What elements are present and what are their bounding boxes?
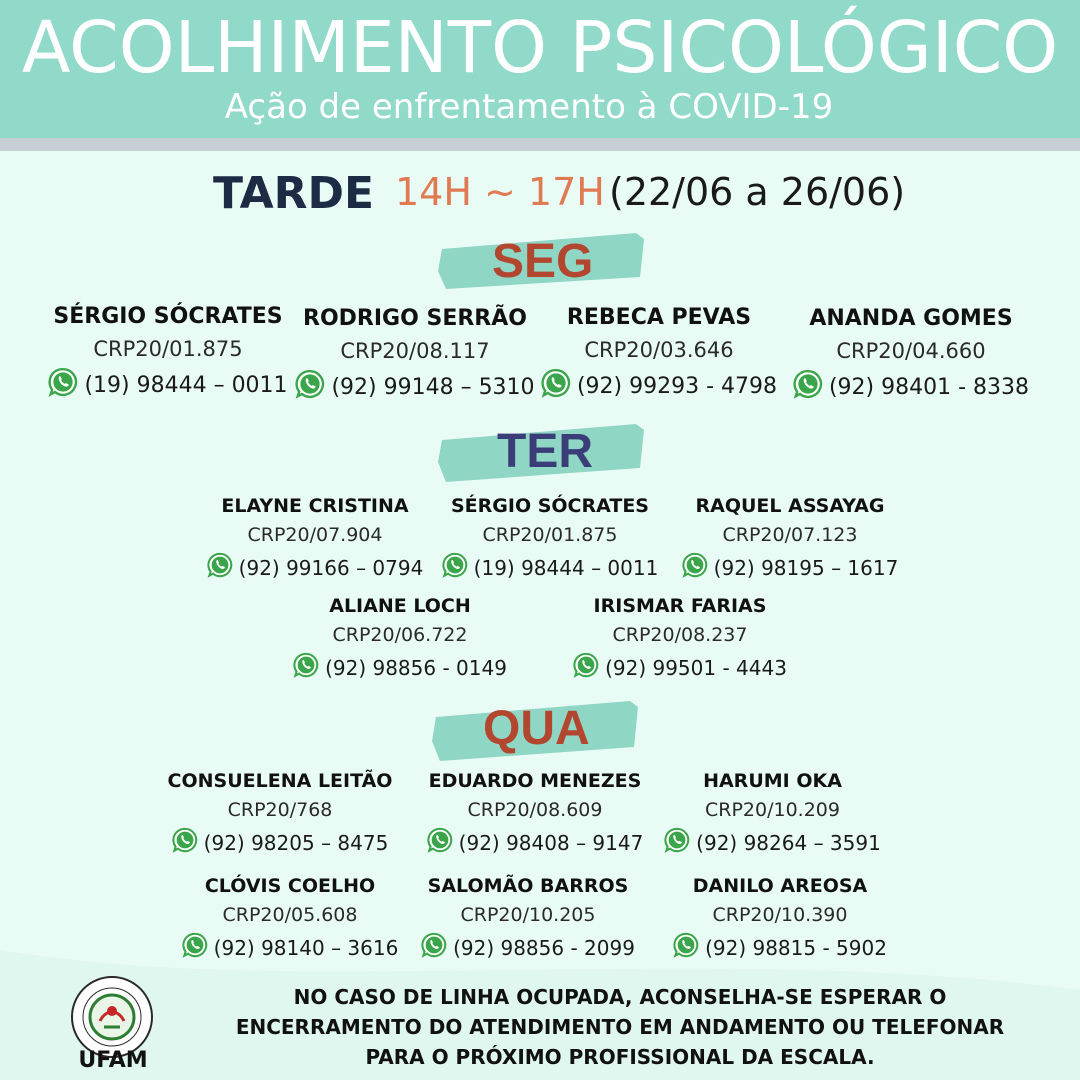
phone-link[interactable] [150, 827, 410, 858]
psychologist-name: CLÓVIS COELHO [204, 875, 376, 897]
psychologist-card [165, 875, 415, 963]
psychologist-crp: CRP20/08.117 [340, 339, 490, 363]
psychologist-crp: CRP20/10.205 [460, 904, 596, 926]
phone-link[interactable] [280, 369, 550, 405]
phone-number: (92) 98408 – 9147 [458, 830, 644, 855]
psychologist-name: SÉRGIO SÓCRATES [53, 304, 283, 329]
psychologist-card [555, 595, 805, 683]
phone-link[interactable] [28, 367, 308, 403]
psychologist-card [655, 875, 905, 963]
psychologist-card [524, 305, 794, 404]
period-hours: 14H ~ 17H [395, 170, 605, 214]
phone-link[interactable] [665, 552, 915, 583]
whatsapp-icon [207, 552, 233, 583]
psychologist-name: HARUMI OKA [703, 770, 842, 792]
psychologist-card [403, 875, 653, 963]
day-qua-label: QUA [483, 702, 590, 755]
psychologist-name: ELAYNE CRISTINA [221, 495, 409, 517]
whatsapp-icon [182, 932, 208, 963]
phone-number: (92) 99148 – 5310 [331, 374, 535, 400]
period-dates: (22/06 a 26/06) [609, 170, 906, 214]
phone-number: (92) 98140 – 3616 [213, 935, 399, 960]
psychologist-card [425, 495, 675, 583]
psychologist-card [776, 306, 1046, 405]
whatsapp-icon [541, 368, 571, 404]
busy-line-notice [190, 982, 1050, 1072]
psychologist-name: ANANDA GOMES [809, 306, 1013, 331]
whatsapp-icon [793, 369, 823, 405]
day-seg-label: SEG [492, 235, 594, 288]
whatsapp-icon [421, 932, 447, 963]
psychologist-crp: CRP20/08.609 [467, 799, 603, 821]
phone-number: (92) 98195 – 1617 [713, 555, 899, 580]
ufam-logo-text: UFAM [78, 1048, 148, 1073]
whatsapp-icon [682, 552, 708, 583]
whatsapp-icon [427, 827, 453, 858]
psychologist-crp: CRP20/08.237 [612, 624, 748, 646]
phone-number: (92) 98856 - 0149 [325, 655, 507, 680]
phone-link[interactable] [655, 932, 905, 963]
notice-line: ENCERRAMENTO DO ATENDIMENTO EM ANDAMENTO OU TELEFONAR [235, 1015, 1005, 1039]
ufam-logo [70, 975, 154, 1059]
psychologist-name: EDUARDO MENEZES [428, 770, 642, 792]
phone-link[interactable] [645, 827, 900, 858]
phone-link[interactable] [195, 552, 435, 583]
phone-number: (92) 98856 - 2099 [453, 935, 635, 960]
phone-link[interactable] [275, 652, 525, 683]
phone-number: (92) 99501 - 4443 [605, 655, 787, 680]
psychologist-card [150, 770, 410, 858]
phone-link[interactable] [776, 369, 1046, 405]
whatsapp-icon [442, 552, 468, 583]
whatsapp-icon [172, 827, 198, 858]
psychologist-crp: CRP20/10.390 [712, 904, 848, 926]
whatsapp-icon [573, 652, 599, 683]
psychologist-name: REBECA PEVAS [566, 305, 752, 330]
phone-number: (19) 98444 – 0011 [473, 555, 659, 580]
phone-number: (92) 98401 - 8338 [828, 374, 1030, 400]
phone-link[interactable] [165, 932, 415, 963]
phone-link[interactable] [555, 652, 805, 683]
phone-link[interactable] [405, 827, 665, 858]
whatsapp-icon [293, 652, 319, 683]
psychologist-card [645, 770, 900, 858]
psychologist-card [280, 306, 550, 405]
phone-link[interactable] [524, 368, 794, 404]
psychologist-crp: CRP20/04.660 [836, 339, 986, 363]
psychologist-crp: CRP20/01.875 [93, 337, 243, 361]
page-subtitle: Ação de enfrentamento à COVID-19 [224, 87, 834, 127]
phone-number: (19) 98444 – 0011 [84, 372, 288, 398]
psychologist-name: IRISMAR FARIAS [593, 595, 767, 617]
whatsapp-icon [664, 827, 690, 858]
notice-line: NO CASO DE LINHA OCUPADA, ACONSELHA-SE ESPERAR O [293, 985, 947, 1009]
psychologist-name: CONSUELENA LEITÃO [167, 770, 393, 792]
psychologist-card [28, 304, 308, 403]
header-divider [0, 138, 1080, 151]
psychologist-crp: CRP20/07.904 [247, 524, 383, 546]
whatsapp-icon [673, 932, 699, 963]
whatsapp-icon [48, 367, 78, 403]
psychologist-crp: CRP20/07.123 [722, 524, 858, 546]
day-ter-label: TER [497, 425, 593, 478]
period-label: TARDE [213, 168, 375, 219]
phone-number: (92) 98205 – 8475 [203, 830, 389, 855]
psychologist-name: ALIANE LOCH [329, 595, 471, 617]
psychologist-crp: CRP20/05.608 [222, 904, 358, 926]
psychologist-name: SALOMÃO BARROS [427, 875, 629, 897]
whatsapp-icon [295, 369, 325, 405]
psychologist-name: DANILO AREOSA [692, 875, 868, 897]
psychologist-card [195, 495, 435, 583]
psychologist-name: RODRIGO SERRÃO [303, 306, 527, 331]
psychologist-crp: CRP20/06.722 [332, 624, 468, 646]
psychologist-name: RAQUEL ASSAYAG [695, 495, 885, 517]
phone-number: (92) 98264 – 3591 [696, 830, 881, 855]
psychologist-crp: CRP20/03.646 [584, 338, 734, 362]
phone-link[interactable] [425, 552, 675, 583]
page-title: ACOLHIMENTO PSICOLÓGICO [21, 6, 1059, 89]
psychologist-card [275, 595, 525, 683]
psychologist-name: SÉRGIO SÓCRATES [451, 495, 649, 517]
phone-number: (92) 99166 – 0794 [238, 555, 424, 580]
psychologist-crp: CRP20/10.209 [705, 799, 840, 821]
psychologist-card [665, 495, 915, 583]
phone-number: (92) 98815 - 5902 [705, 935, 887, 960]
notice-line: PARA O PRÓXIMO PROFISSIONAL DA ESCALA. [365, 1045, 875, 1069]
psychologist-crp: CRP20/01.875 [482, 524, 618, 546]
psychologist-crp: CRP20/768 [227, 799, 333, 821]
psychologist-card [405, 770, 665, 858]
phone-link[interactable] [403, 932, 653, 963]
phone-number: (92) 99293 - 4798 [576, 373, 778, 399]
